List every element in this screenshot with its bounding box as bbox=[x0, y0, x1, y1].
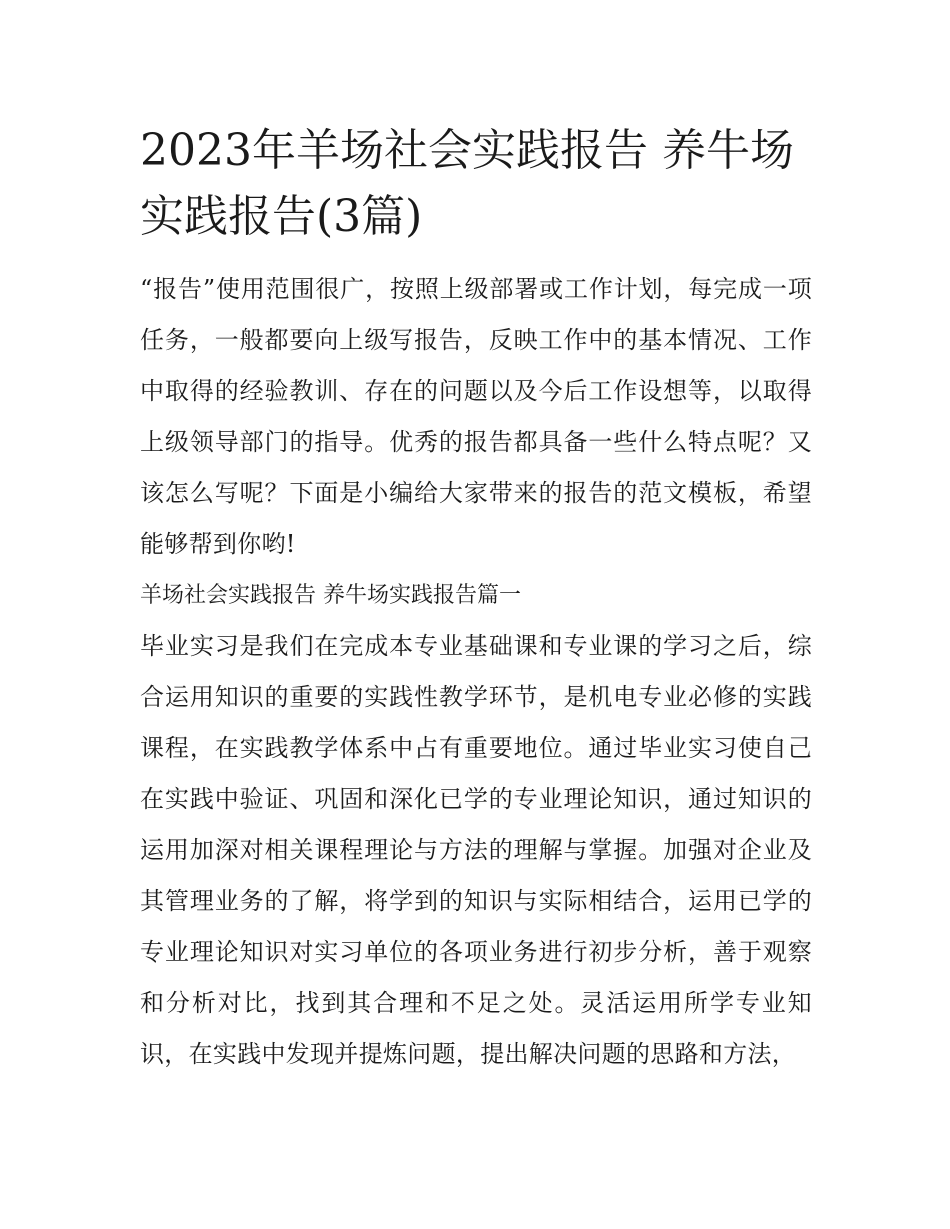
section-heading: 羊场社会实践报告 养牛场实践报告篇一 bbox=[140, 583, 521, 608]
intro-paragraph: “报告”使用范围很广，按照上级部署或工作计划，每完成一项任务，一般都要向上级写报告，反映工作中的基本情况、工作中取得的经验教训、存在的问题以及今后工作设想等，以取得上级领导部门的指导。优秀的报告都具备一些什么特点呢？又该怎么写呢？下面是小编给大家带来的报告的范文模板，希望能够帮到你哟! bbox=[140, 275, 812, 558]
document-page bbox=[140, 118, 812, 1080]
section-body-paragraph: 毕业实习是我们在完成本专业基础课和专业课的学习之后，综合运用知识的重要的实践性教学环节，是机电专业必修的实践课程，在实践教学体系中占有重要地位。通过毕业实习使自己在实践中验证、巩固和深化已学的专业理论知识，通过知识的运用加深对相关课程理论与方法的理解与掌握。加强对企业及其管理业务的了解，将学到的知识与实际相结合，运用已学的专业理论知识对实习单位的各项业务进行初步分析，善于观察和分析对比，找到其合理和不足之处。灵活运用所学专业知识，在实践中发现并提炼问题，提出解决问题的思路和方法， bbox=[140, 632, 812, 1068]
document-title: 2023年羊场社会实践报告 养牛场实践报告(3篇) bbox=[140, 125, 794, 242]
